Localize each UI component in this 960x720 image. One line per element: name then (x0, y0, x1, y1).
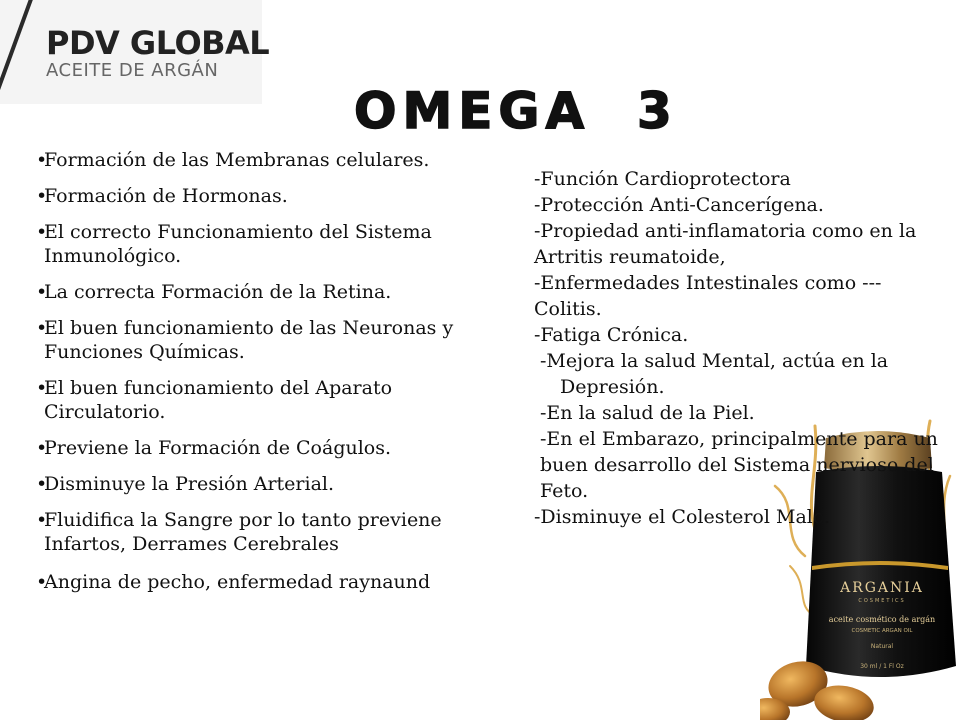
bullet-text: Formación de las Membranas celulares. (44, 149, 430, 171)
list-item: -Enfermedades Intestinales como --- Colitis. (534, 272, 882, 320)
bullet-text: Angina de pecho, enfermedad raynaund (44, 571, 431, 593)
bullet-icon: • (36, 509, 48, 531)
list-item: -Protección Anti-Cancerígena. (534, 194, 824, 216)
bullet-icon: • (36, 149, 48, 171)
bullet-item (36, 184, 516, 208)
logo-slash-mark (0, 0, 34, 108)
bullet-item (36, 280, 516, 304)
health-effects-list (534, 166, 944, 530)
bullet-text: Fluidifica la Sangre por lo tanto previene Infartos, Derrames Cerebrales (44, 509, 442, 555)
product-brand: ARGANIA (840, 580, 924, 596)
list-item: -En la salud de la Piel. (540, 402, 755, 424)
bullet-item (36, 436, 516, 460)
product-brand-sub: COSMETICS (858, 598, 906, 604)
bullet-text: Formación de Hormonas. (44, 185, 288, 207)
product-line1: aceite cosmético de argán (828, 615, 936, 624)
bullet-icon: • (36, 281, 48, 303)
bullet-text: Disminuye la Presión Arterial. (44, 473, 335, 495)
bullet-icon: • (36, 317, 48, 339)
bullet-icon: • (36, 221, 48, 243)
list-item: Depresión. (560, 376, 665, 398)
bullet-item (36, 376, 516, 424)
bullet-text: La correcta Formación de la Retina. (44, 281, 392, 303)
benefits-bullet-list (36, 148, 516, 606)
product-variant: Natural (870, 643, 894, 650)
logo-subtitle: ACEITE DE ARGÁN (46, 60, 219, 81)
list-item: -En el Embarazo, principalmente para un buen desarrollo del Sistema nervioso del Feto. (540, 428, 938, 502)
bullet-item (36, 316, 516, 364)
bullet-icon: • (36, 437, 48, 459)
list-item: -Fatiga Crónica. (534, 324, 689, 346)
bullet-text: El buen funcionamiento de las Neuronas y Funciones Químicas. (44, 317, 454, 363)
list-item: -Mejora la salud Mental, actúa en la (540, 350, 889, 372)
bullet-item (36, 472, 516, 496)
list-item: -Disminuye el Colesterol Malo. (534, 506, 830, 528)
bullet-text: El buen funcionamiento del Aparato Circulatorio. (44, 377, 393, 423)
list-item: -Propiedad anti-inflamatoria como en la Artritis reumatoide, (534, 220, 917, 268)
product-line2: COSMETIC ARGAN OIL (851, 628, 913, 634)
bullet-text: Previene la Formación de Coágulos. (44, 437, 392, 459)
slide-title: OMEGA 3 (354, 82, 678, 140)
list-item: -Función Cardioprotectora (534, 168, 791, 190)
bullet-icon: • (36, 473, 48, 495)
bullet-icon: • (36, 571, 48, 593)
bullet-item (36, 508, 516, 556)
bullet-icon: • (36, 185, 48, 207)
bullet-item (36, 220, 516, 268)
bullet-item (36, 148, 516, 172)
logo-brand-name: PDV GLOBAL (46, 24, 270, 62)
bullet-item (36, 570, 516, 594)
bullet-text: El correcto Funcionamiento del Sistema Inmunológico. (44, 221, 432, 267)
company-logo (0, 0, 270, 104)
bullet-icon: • (36, 377, 48, 399)
product-volume: 30 ml / 1 Fl Oz (860, 663, 904, 670)
